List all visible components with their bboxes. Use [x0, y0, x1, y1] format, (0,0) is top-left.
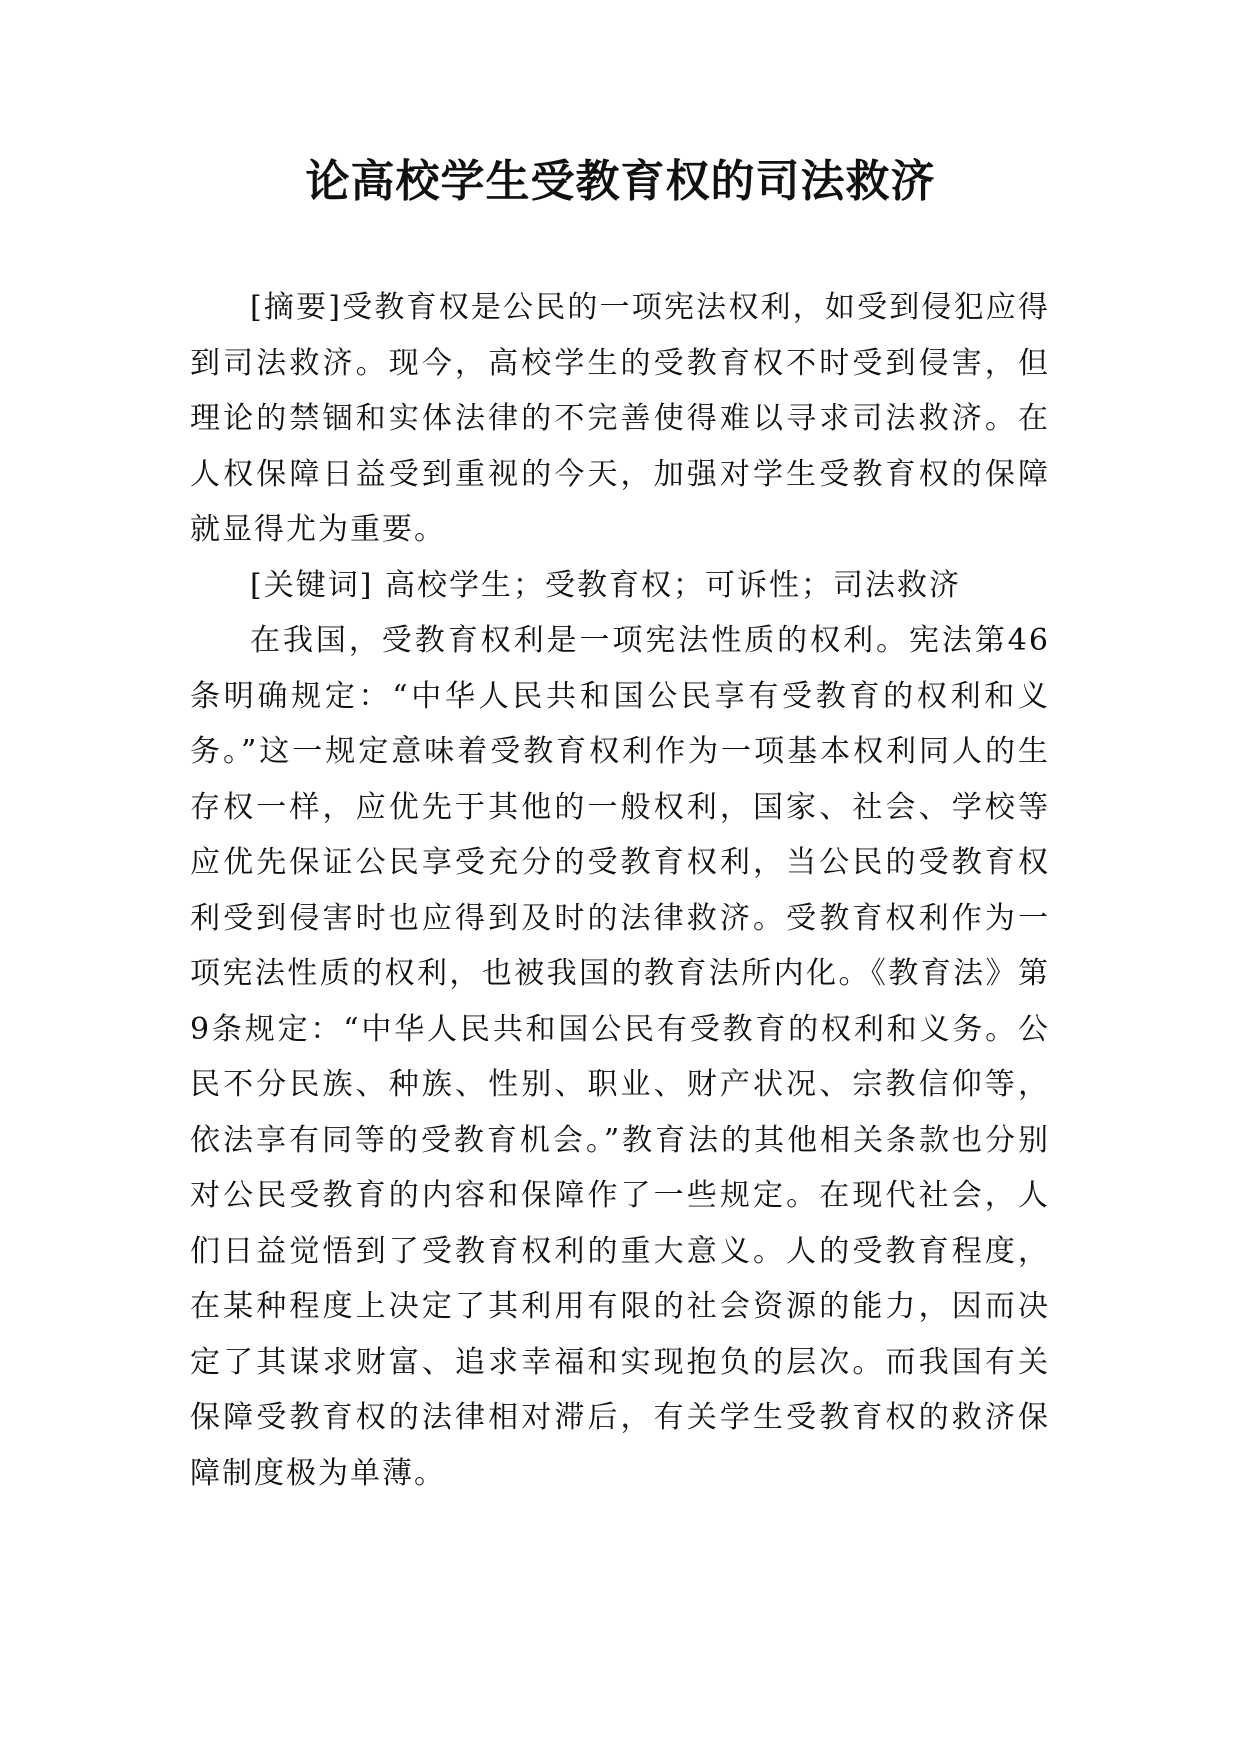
document-body	[190, 280, 1050, 1501]
body-paragraph: 在我国，受教育权利是一项宪法性质的权利。宪法第46条明确规定：“中华人民共和国公民享有受教育的权利和义务。”这一规定意味着受教育权利作为一项基本权利同人的生存权一样，应优先于其他的一般权利，国家、社会、学校等应优先保证公民享受充分的受教育权利，当公民的受教育权利受到侵害时也应得到及时的法律救济。受教育权利作为一项宪法性质的权利，也被我国的教育法所内化。《教育法》第9条规定：“中华人民共和国公民有受教育的权利和义务。公民不分民族、种族、性别、职业、财产状况、宗教信仰等，依法享有同等的受教育机会。”教育法的其他相关条款也分别对公民受教育的内容和保障作了一些规定。在现代社会，人们日益觉悟到了受教育权利的重大意义。人的受教育程度，在某种程度上决定了其利用有限的社会资源的能力，因而决定了其谋求财富、追求幸福和实现抱负的层次。而我国有关保障受教育权的法律相对滞后，有关学生受教育权的救济保障制度极为单薄。	[190, 623, 1050, 1491]
document-title: 论高校学生受教育权的司法救济	[305, 156, 936, 207]
abstract-paragraph: [摘要]受教育权是公民的一项宪法权利，如受到侵犯应得到司法救济。现今，高校学生的受教育权不时受到侵害，但理论的禁锢和实体法律的不完善使得难以寻求司法救济。在人权保障日益受到重视的今天，加强对学生受教育权的保障就显得尤为重要。	[190, 290, 1050, 547]
keywords-paragraph: [关键词] 高校学生；受教育权；可诉性；司法救济	[250, 567, 961, 603]
